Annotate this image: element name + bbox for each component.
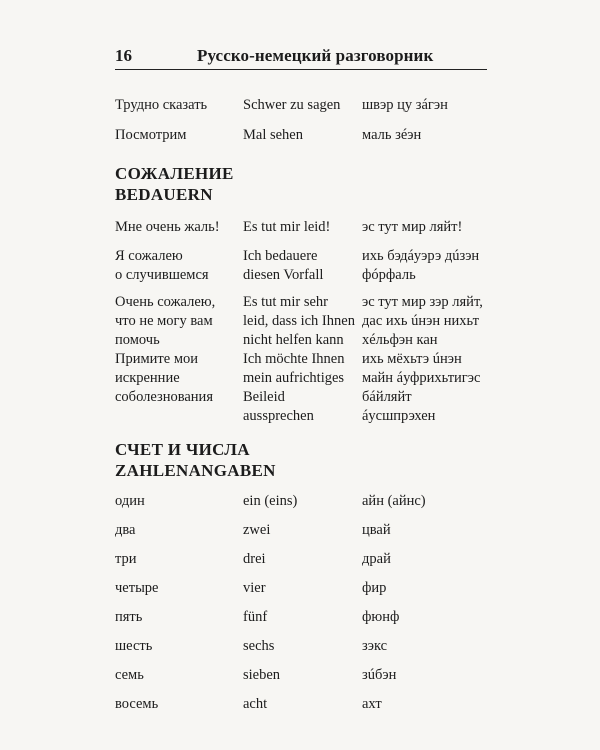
page-number: 16 [115, 46, 132, 65]
german-number: acht [243, 696, 268, 712]
transcription: драй [362, 551, 391, 567]
transcription: айн (айнс) [362, 493, 426, 509]
transcription: ахт [362, 696, 382, 712]
line: что не могу вам [115, 313, 213, 329]
german-phrase [243, 293, 358, 350]
transcription: цвай [362, 522, 391, 538]
line: майн áуфрихьтигэс [362, 370, 481, 386]
book-title: Русско-немецкий разговорник [197, 46, 434, 65]
line: Es tut mir sehr [243, 294, 328, 310]
line: leid, dass ich Ihnen [243, 313, 355, 329]
german-phrase: Schwer zu sagen [243, 97, 341, 113]
russian-phrase [115, 247, 240, 285]
line: эс тут мир ляйт! [362, 219, 463, 235]
line: mein aufrichtiges [243, 370, 345, 386]
line: соболезнования [115, 389, 213, 405]
section-title-de: BEDAUERN [115, 185, 213, 204]
line: Мне очень жаль! [115, 219, 220, 235]
russian-phrase [115, 218, 240, 237]
russian-phrase: Посмотрим [115, 127, 187, 143]
line: diesen Vorfall [243, 267, 324, 283]
german-number: sieben [243, 667, 281, 683]
line: ихь мёхьтэ úнэн [362, 351, 462, 367]
line: эс тут мир зэр ляйт, [362, 294, 483, 310]
russian-number: два [115, 522, 136, 538]
line: о случившемся [115, 267, 209, 283]
russian-number: пять [115, 609, 143, 625]
line: ихь бэдáуэрэ дúзэн [362, 248, 480, 264]
german-phrase [243, 247, 358, 285]
line: фóрфаль [362, 267, 416, 283]
german-number: vier [243, 580, 266, 596]
russian-phrase [115, 293, 240, 350]
german-number: zwei [243, 522, 271, 538]
german-number: fünf [243, 609, 268, 625]
line: помочь [115, 332, 160, 348]
transcription [362, 218, 497, 237]
line: Beileid [243, 389, 285, 405]
line: Я сожалею [115, 248, 183, 264]
header-rule [115, 69, 487, 70]
german-phrase [243, 218, 358, 237]
german-phrase [243, 350, 358, 426]
transcription [362, 293, 497, 350]
russian-phrase [115, 350, 240, 407]
section-title-ru: СЧЕТ И ЧИСЛА [115, 440, 250, 459]
german-number: drei [243, 551, 266, 567]
transcription: фир [362, 580, 387, 596]
line: Ich möchte Ihnen [243, 351, 345, 367]
line: Es tut mir leid! [243, 219, 331, 235]
line: nicht helfen kann [243, 332, 344, 348]
german-number: ein (eins) [243, 493, 298, 509]
line: хéльфэн кан [362, 332, 438, 348]
line: Очень сожалею, [115, 294, 216, 310]
transcription: зúбэн [362, 667, 397, 683]
section-title-de: ZAHLENANGABEN [115, 461, 276, 480]
line: бáйляйт [362, 389, 412, 405]
german-number: sechs [243, 638, 275, 654]
transcription: зэкс [362, 638, 388, 654]
line: дас ихь úнэн нихьт [362, 313, 479, 329]
russian-number: шесть [115, 638, 153, 654]
line: aussprechen [243, 408, 314, 424]
transcription: маль зéэн [362, 127, 422, 143]
russian-number: один [115, 493, 145, 509]
russian-number: семь [115, 667, 144, 683]
line: Примите мои [115, 351, 198, 367]
russian-number: четыре [115, 580, 159, 596]
russian-phrase: Трудно сказать [115, 97, 208, 113]
section-title-ru: СОЖАЛЕНИЕ [115, 164, 234, 183]
line: áусшпрэхен [362, 408, 436, 424]
russian-number: три [115, 551, 137, 567]
transcription [362, 247, 497, 285]
transcription: швэр цу зáгэн [362, 97, 448, 113]
line: Ich bedauere [243, 248, 318, 264]
transcription: фюнф [362, 609, 400, 625]
german-phrase: Mal sehen [243, 127, 303, 143]
line: искренние [115, 370, 180, 386]
transcription [362, 350, 497, 426]
russian-number: восемь [115, 696, 159, 712]
